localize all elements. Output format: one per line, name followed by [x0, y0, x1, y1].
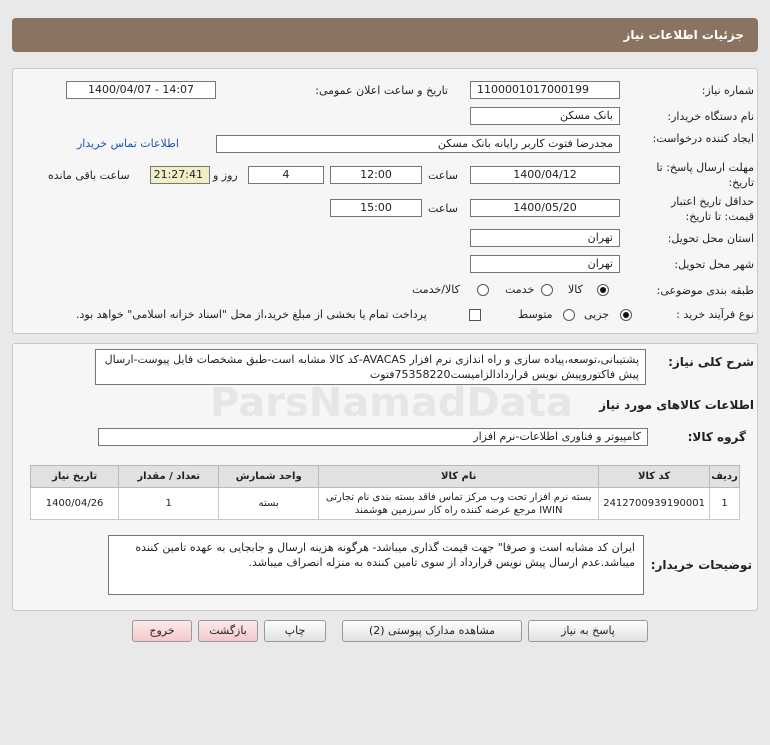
validity-time-field: 15:00 [330, 199, 422, 217]
category-goods-service-label: کالا/خدمت [412, 283, 460, 296]
validity-date-field: 1400/05/20 [470, 199, 620, 217]
view-attachments-button[interactable]: مشاهده مدارک پیوستی (2) [342, 620, 522, 642]
contact-buyer-link[interactable]: اطلاعات تماس خریدار [77, 137, 179, 150]
announce-field: 1400/04/07 - 14:07 [66, 81, 216, 99]
col-unit: واحد شمارش [219, 466, 319, 488]
remaining-label: ساعت باقی مانده [48, 169, 130, 182]
deadline-date-field: 1400/04/12 [470, 166, 620, 184]
description-label: شرح کلی نیاز: [668, 355, 754, 369]
cell-code: 2412700939190001 [599, 488, 710, 520]
category-goods-label: کالا [568, 283, 583, 296]
reply-button[interactable]: پاسخ به نیاز [528, 620, 648, 642]
creator-field: مجدرضا فتوت کاربر رایانه بانک مسکن [216, 135, 620, 153]
col-row: ردیف [710, 466, 740, 488]
cell-name: بسته نرم افزار تحت وب مرکز تماس فاقد بسته بندی نام تجارتی IWIN مرجع عرضه کننده راه کار سرزمین هوشمند [319, 488, 599, 520]
cell-row: 1 [710, 488, 740, 520]
remaining-time-field: 21:27:41 [150, 166, 210, 184]
process-medium-label: متوسط [518, 308, 553, 321]
validity-label: حداقل تاریخ اعتبار قیمت: تا تاریخ: [670, 195, 754, 223]
creator-label: ایجاد کننده درخواست: [652, 132, 754, 145]
days-label: روز و [213, 169, 238, 182]
buyer-notes-label: توضیحات خریدار: [650, 558, 752, 572]
process-label: نوع فرآیند خرید : [676, 308, 754, 321]
deadline-label: مهلت ارسال پاسخ: تا تاریخ: [656, 161, 754, 189]
buyer-org-field: بانک مسکن [470, 107, 620, 125]
goods-table [30, 465, 740, 520]
city-label: شهر محل تحویل: [674, 258, 754, 271]
page-header [12, 18, 758, 52]
days-field: 4 [248, 166, 324, 184]
goods-group-field: کامپیوتر و فناوری اطلاعات-نرم افزار [98, 428, 648, 446]
print-button[interactable]: چاپ [264, 620, 326, 642]
buyer-notes-text: ایران کد مشابه است و صرفا" جهت قیمت گذاری میباشد- هرگونه هزینه ارسال و جابجایی به عهده تامین کننده میباشد.عدم ارسال پیش نویس قرارداد از سوی تامین کننده به منزله انصراف میباشد. [108, 535, 644, 595]
deadline-time-field: 12:00 [330, 166, 422, 184]
col-date: تاریخ نیاز [31, 466, 119, 488]
category-radio-goods[interactable] [597, 284, 609, 296]
col-qty: تعداد / مقدار [119, 466, 219, 488]
validity-time-label: ساعت [428, 202, 458, 215]
announce-label: تاریخ و ساعت اعلان عمومی: [315, 84, 448, 97]
province-label: استان محل تحویل: [667, 232, 754, 245]
back-button[interactable]: بازگشت [198, 620, 258, 642]
exit-button[interactable]: خروج [132, 620, 192, 642]
province-field: تهران [470, 229, 620, 247]
col-name: نام کالا [319, 466, 599, 488]
category-service-label: خدمت [505, 283, 535, 296]
deadline-time-label: ساعت [428, 169, 458, 182]
cell-unit: بسته [219, 488, 319, 520]
category-label: طبقه بندی موضوعی: [656, 284, 754, 297]
cell-qty: 1 [119, 488, 219, 520]
goods-group-label: گروه کالا: [687, 430, 746, 444]
cell-date: 1400/04/26 [31, 488, 119, 520]
need-number-label: شماره نیاز: [701, 84, 754, 97]
process-radio-medium[interactable] [563, 309, 575, 321]
process-minor-label: جزیی [584, 308, 610, 321]
goods-section-title: اطلاعات کالاهای مورد نیاز [599, 398, 754, 412]
city-field: تهران [470, 255, 620, 273]
buyer-org-label: نام دستگاه خریدار: [667, 110, 754, 123]
col-code: کد کالا [599, 466, 710, 488]
table-row [31, 488, 740, 520]
description-text: پشتیبانی،توسعه،پیاده سازی و راه اندازی نرم افزار AVACAS-کد کالا مشابه است-طبق مشخصات فایل پیوست-ارسال پیش فاکتوروپیش نویس قراردادالزامیست75358220فتوت [95, 349, 646, 385]
category-radio-goods-service[interactable] [477, 284, 489, 296]
category-radio-service[interactable] [541, 284, 553, 296]
treasury-payment-checkbox[interactable] [469, 309, 481, 321]
treasury-payment-note: پرداخت تمام یا بخشی از مبلغ خرید،از محل "اسناد خزانه اسلامی" خواهد بود. [76, 308, 427, 321]
process-radio-minor[interactable] [620, 309, 632, 321]
page-title: جزئیات اطلاعات نیاز [623, 28, 744, 42]
goods-table-header [31, 466, 740, 488]
need-number-field: 1100001017000199 [470, 81, 620, 99]
